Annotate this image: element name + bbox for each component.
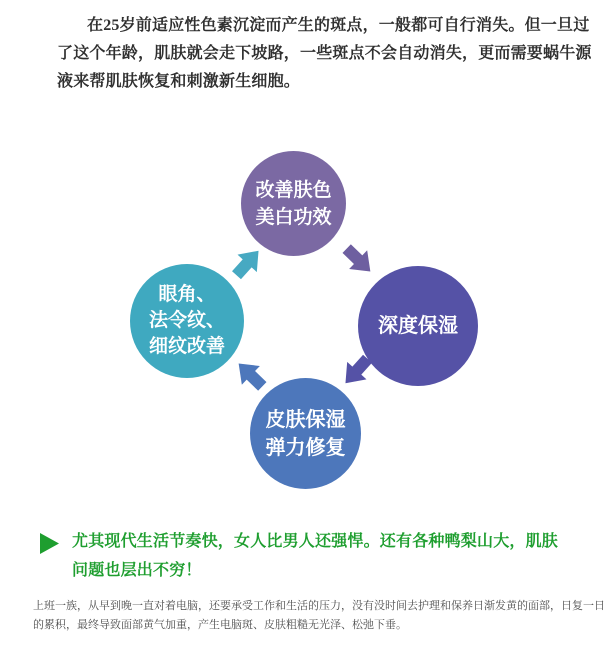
cycle-node-moisture-elasticity-repair xyxy=(250,378,361,489)
cycle-node-label: 弹力修复 xyxy=(265,436,346,459)
footnote-line-1: 上班一族，从早到晚一直对着电脑，还要承受工作和生活的压力，没有没时间去护理和保养日渐发黄的面部，日复一日 xyxy=(33,600,605,612)
cycle-arrow-icon-up-right xyxy=(227,242,268,284)
intro-line-3: 液来帮肌肤恢复和刺激新生细胞。 xyxy=(57,73,301,90)
intro-line-1: 在25岁前适应性色素沉淀而产生的斑点，一般都可自行消失。但一旦过 xyxy=(87,17,590,34)
footnote-line-2: 的累积，最终导致面部黄气加重，产生电脑斑、皮肤粗糙无光泽、松弛下垂。 xyxy=(33,619,407,631)
cycle-node-label: 法令纹、 xyxy=(148,310,225,331)
cycle-node-skin-tone-whitening xyxy=(241,151,346,256)
intro-line-2: 了这个年龄，肌肤就会走下坡路，一些斑点不会自动消失，更而需要蜗牛源 xyxy=(57,45,592,62)
cycle-node-label: 美白功效 xyxy=(255,206,332,228)
footnote-paragraph xyxy=(33,597,605,635)
play-triangle-icon xyxy=(40,533,59,554)
cycle-arrow-icon-up-left xyxy=(230,354,272,396)
cycle-node-label: 深度保湿 xyxy=(378,315,458,337)
cycle-node-label: 皮肤保湿 xyxy=(265,408,346,431)
cycle-arrow-icon-down-right xyxy=(338,239,380,281)
highlight-line-2: 问题也层出不穷！ xyxy=(72,562,202,579)
highlight-line-1: 尤其现代生活节奏快，女人比男人还强悍。还有各种鸭梨山大，肌肤 xyxy=(72,533,559,550)
cycle-node-fine-lines-improvement xyxy=(130,264,244,378)
highlight-statement xyxy=(72,527,592,585)
cycle-node-label: 细纹改善 xyxy=(148,336,225,357)
cycle-node-label: 改善肤色 xyxy=(255,179,332,201)
cycle-node-label: 眼角、 xyxy=(158,284,216,305)
